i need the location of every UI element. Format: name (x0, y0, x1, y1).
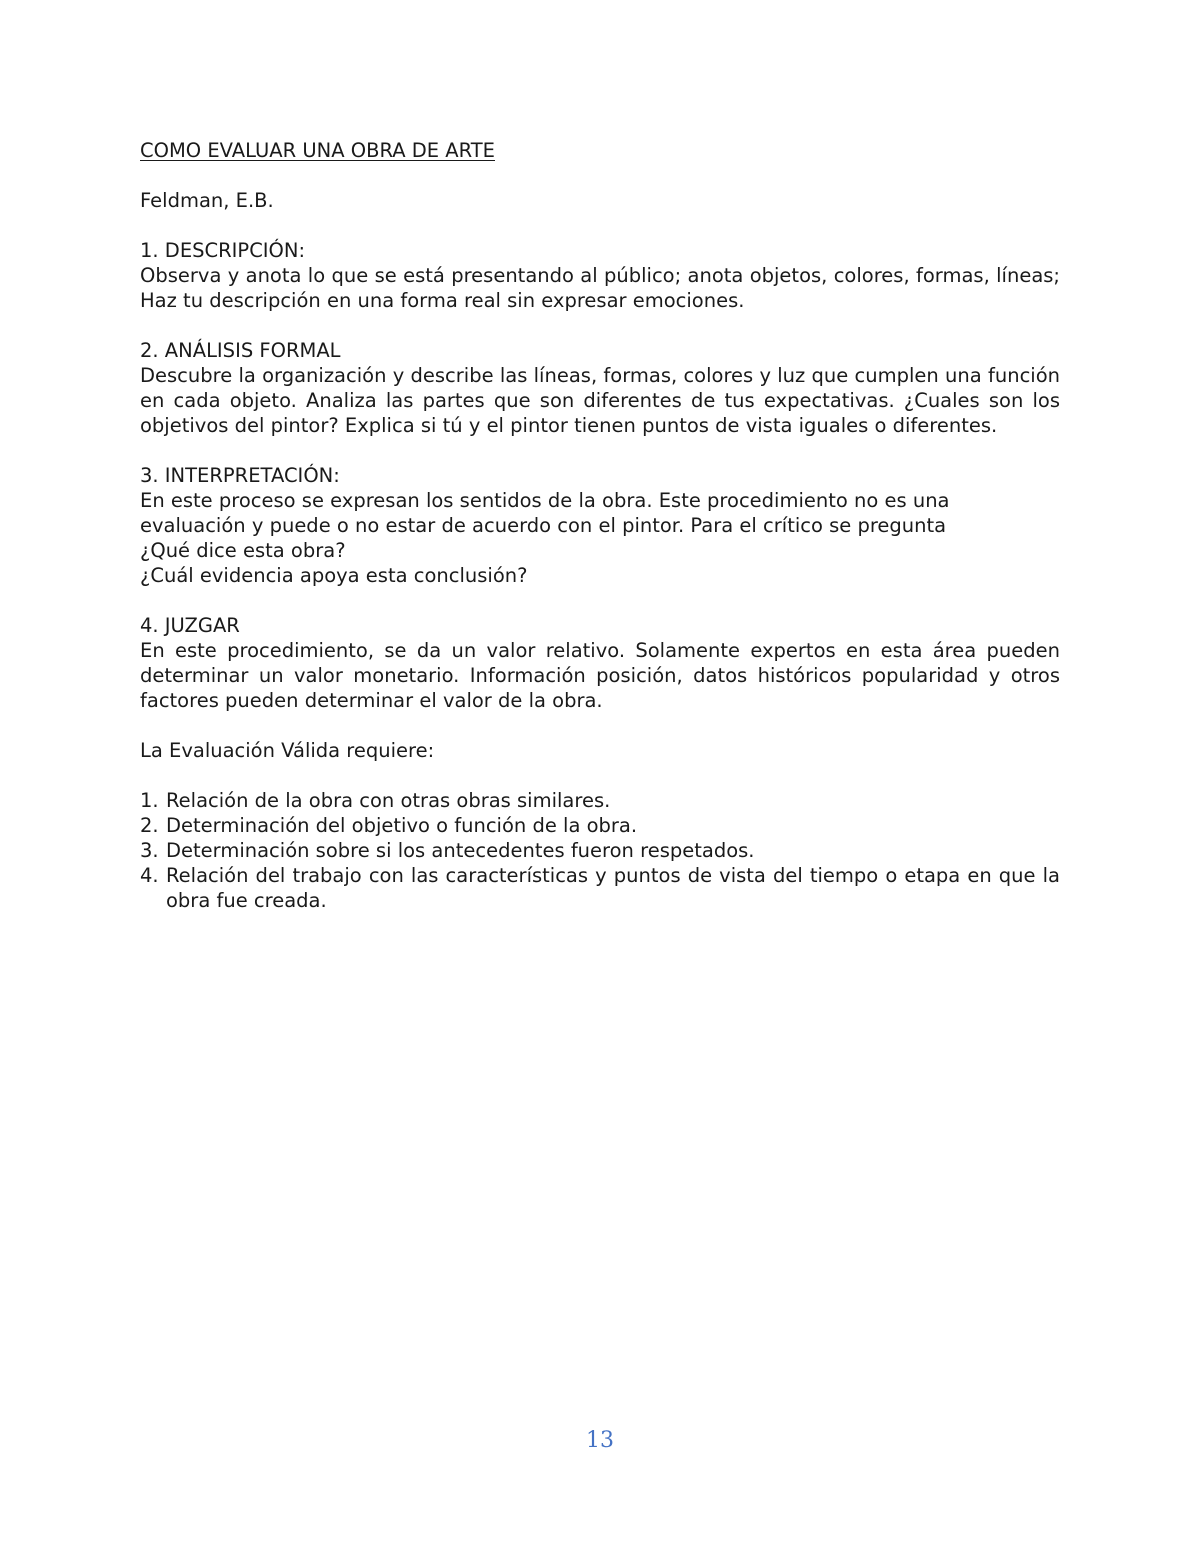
requirements-list (140, 788, 1060, 913)
section-body (140, 488, 1060, 588)
page-number: 13 (586, 1428, 614, 1453)
section-body: Descubre la organización y describe las líneas, formas, colores y luz que cumplen una función en cada objeto. Analiza las partes que son diferentes de tus expectativas. ¿Cuales son los objetivos del pintor? Explica si tú y el pintor tienen puntos de vista iguales o diferentes. (140, 364, 1060, 437)
body-line: En este proceso se expresan los sentidos de la obra. Este procedimiento no es una (140, 489, 950, 512)
body-line: ¿Cuál evidencia apoya esta conclusión? (140, 564, 528, 587)
section-interpretacion (140, 463, 1060, 588)
section-heading: 4. JUZGAR (140, 614, 240, 637)
body-line: ¿Qué dice esta obra? (140, 539, 346, 562)
list-item-number: 2. (140, 814, 159, 837)
section-heading: 2. ANÁLISIS FORMAL (140, 339, 341, 362)
requirements-intro: La Evaluación Válida requiere: (140, 739, 435, 762)
document-author: Feldman, E.B. (140, 189, 274, 212)
list-item (140, 838, 1060, 863)
list-item-text: Determinación del objetivo o función de la obra. (166, 814, 638, 837)
list-item-number: 3. (140, 839, 159, 862)
document-body (140, 138, 1060, 913)
section-analisis-formal (140, 338, 1060, 438)
section-descripcion (140, 238, 1060, 313)
list-item-number: 4. (140, 864, 159, 887)
list-item-number: 1. (140, 789, 159, 812)
body-line: evaluación y puede o no estar de acuerdo con el pintor. Para el crítico se pregunta (140, 514, 947, 537)
list-item (140, 788, 1060, 813)
section-heading: 3. INTERPRETACIÓN: (140, 464, 340, 487)
section-body: En este procedimiento, se da un valor relativo. Solamente expertos en esta área pueden determinar un valor monetario. Información posición, datos históricos popularidad y otros factores pueden determinar el valor de la obra. (140, 639, 1060, 712)
list-item (140, 813, 1060, 838)
list-item (140, 863, 1060, 913)
section-juzgar (140, 613, 1060, 713)
list-item-text: Determinación sobre si los antecedentes fueron respetados. (166, 839, 755, 862)
list-item-text: Relación de la obra con otras obras similares. (166, 789, 611, 812)
section-body: Observa y anota lo que se está presentando al público; anota objetos, colores, formas, líneas; Haz tu descripción en una forma real sin expresar emociones. (140, 264, 1060, 312)
list-item-text: Relación del trabajo con las características y puntos de vista del tiempo o etapa en que la obra fue creada. (166, 864, 1060, 912)
section-heading: 1. DESCRIPCIÓN: (140, 239, 306, 262)
document-title: COMO EVALUAR UNA OBRA DE ARTE (140, 139, 495, 162)
